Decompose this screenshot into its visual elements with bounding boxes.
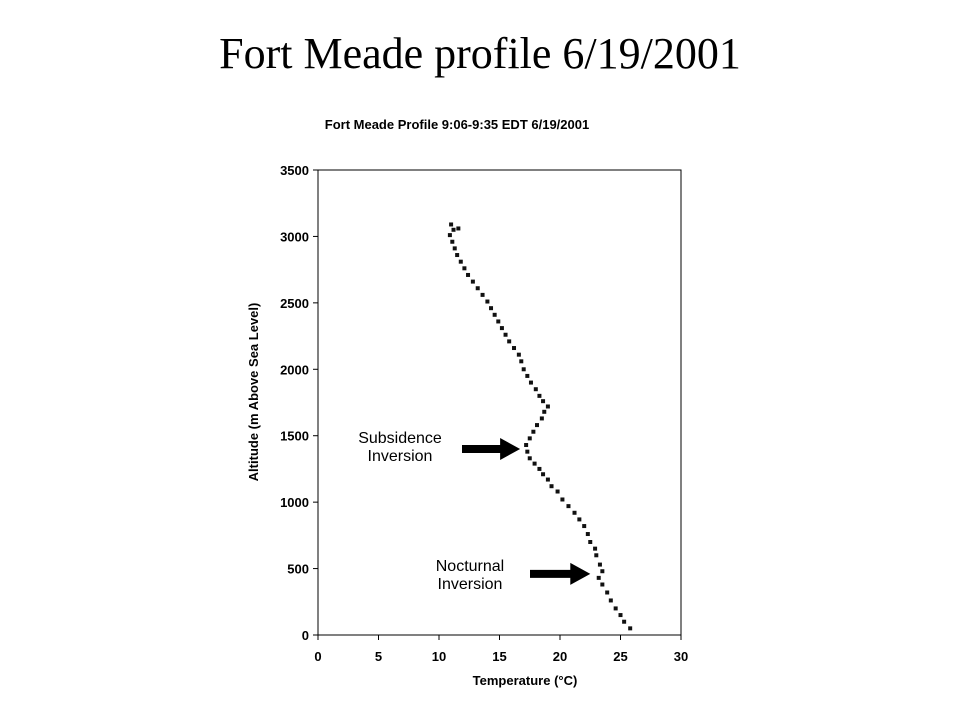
data-point [566,504,570,508]
data-point [619,613,623,617]
y-tick-label: 2500 [280,295,309,311]
data-point [525,374,529,378]
data-point [605,590,609,594]
annotation-arrow [462,438,520,460]
y-tick-label: 3500 [280,163,309,178]
data-point [537,394,541,398]
x-tick-label: 0 [314,649,322,664]
data-point [485,300,489,304]
data-point [476,286,480,290]
data-point [588,540,592,544]
data-point [517,353,521,357]
data-point [500,326,504,330]
data-point [507,339,511,343]
data-point [628,626,632,630]
data-point [466,273,470,277]
x-tick-label: 5 [374,649,383,664]
x-tick-label: 10 [431,649,447,664]
data-point [448,233,452,237]
data-point [546,404,550,408]
x-tick-label: 30 [673,649,689,664]
data-point [533,462,537,466]
data-point [455,253,459,257]
data-point [524,443,528,447]
data-point [560,497,564,501]
data-point [597,576,601,580]
y-tick-label: 1000 [280,495,309,511]
data-point [519,359,523,363]
data-point [540,416,544,420]
x-tick-label: 20 [552,649,568,664]
data-point [528,456,532,460]
annotations [358,430,590,593]
data-point [577,517,581,521]
annotation-label: Inversion [437,576,503,593]
data-point [528,436,532,440]
data-point [459,260,463,264]
data-point [449,222,453,226]
data-point [453,246,457,250]
data-point [546,478,550,482]
data-point [541,399,545,403]
data-point [556,490,560,494]
data-point [542,410,546,414]
data-point [450,240,454,244]
data-point [541,472,545,476]
data-point [573,511,577,515]
data-point [462,266,466,270]
annotation-label: Inversion [367,448,433,465]
data-point [489,306,493,310]
data-point [594,553,598,557]
data-point [456,226,460,230]
data-point [582,524,586,528]
data-point [609,598,613,602]
data-point [535,423,539,427]
data-point [531,430,535,434]
data-point [622,620,626,624]
data-point [525,450,529,454]
data-point [496,319,500,323]
x-axis-title: Temperature (°C) [472,673,578,688]
data-point [598,563,602,567]
x-tick-label: 25 [613,649,628,664]
data-point [493,313,497,317]
data-point [586,532,590,536]
annotation-label: Subsidence [358,430,442,447]
data-point [534,387,538,391]
annotation-arrow [530,563,590,585]
y-tick-label: 3000 [280,229,309,245]
data-point [471,280,475,284]
y-tick-label: 1500 [280,428,309,444]
data-point [512,346,516,350]
data-point [600,569,604,573]
data-point [614,606,618,610]
chart-title: Fort Meade Profile 9:06-9:35 EDT 6/19/2001 [324,117,590,132]
data-point [504,333,508,337]
data-point [481,293,485,297]
data-point [550,484,554,488]
data-point [537,467,541,471]
y-tick-label: 500 [287,561,309,577]
slide-title: Fort Meade profile 6/19/2001 [219,29,741,78]
data-point [529,381,533,385]
data-point [522,367,526,371]
data-point [600,583,604,587]
annotation-label: Nocturnal [435,558,505,575]
data-point [452,228,456,232]
y-tick-label: 2000 [280,362,309,378]
y-axis-title: Altitude (m Above Sea Level) [246,302,261,482]
data-point [593,547,597,551]
x-tick-label: 15 [492,649,507,664]
y-tick-label: 0 [301,628,309,643]
